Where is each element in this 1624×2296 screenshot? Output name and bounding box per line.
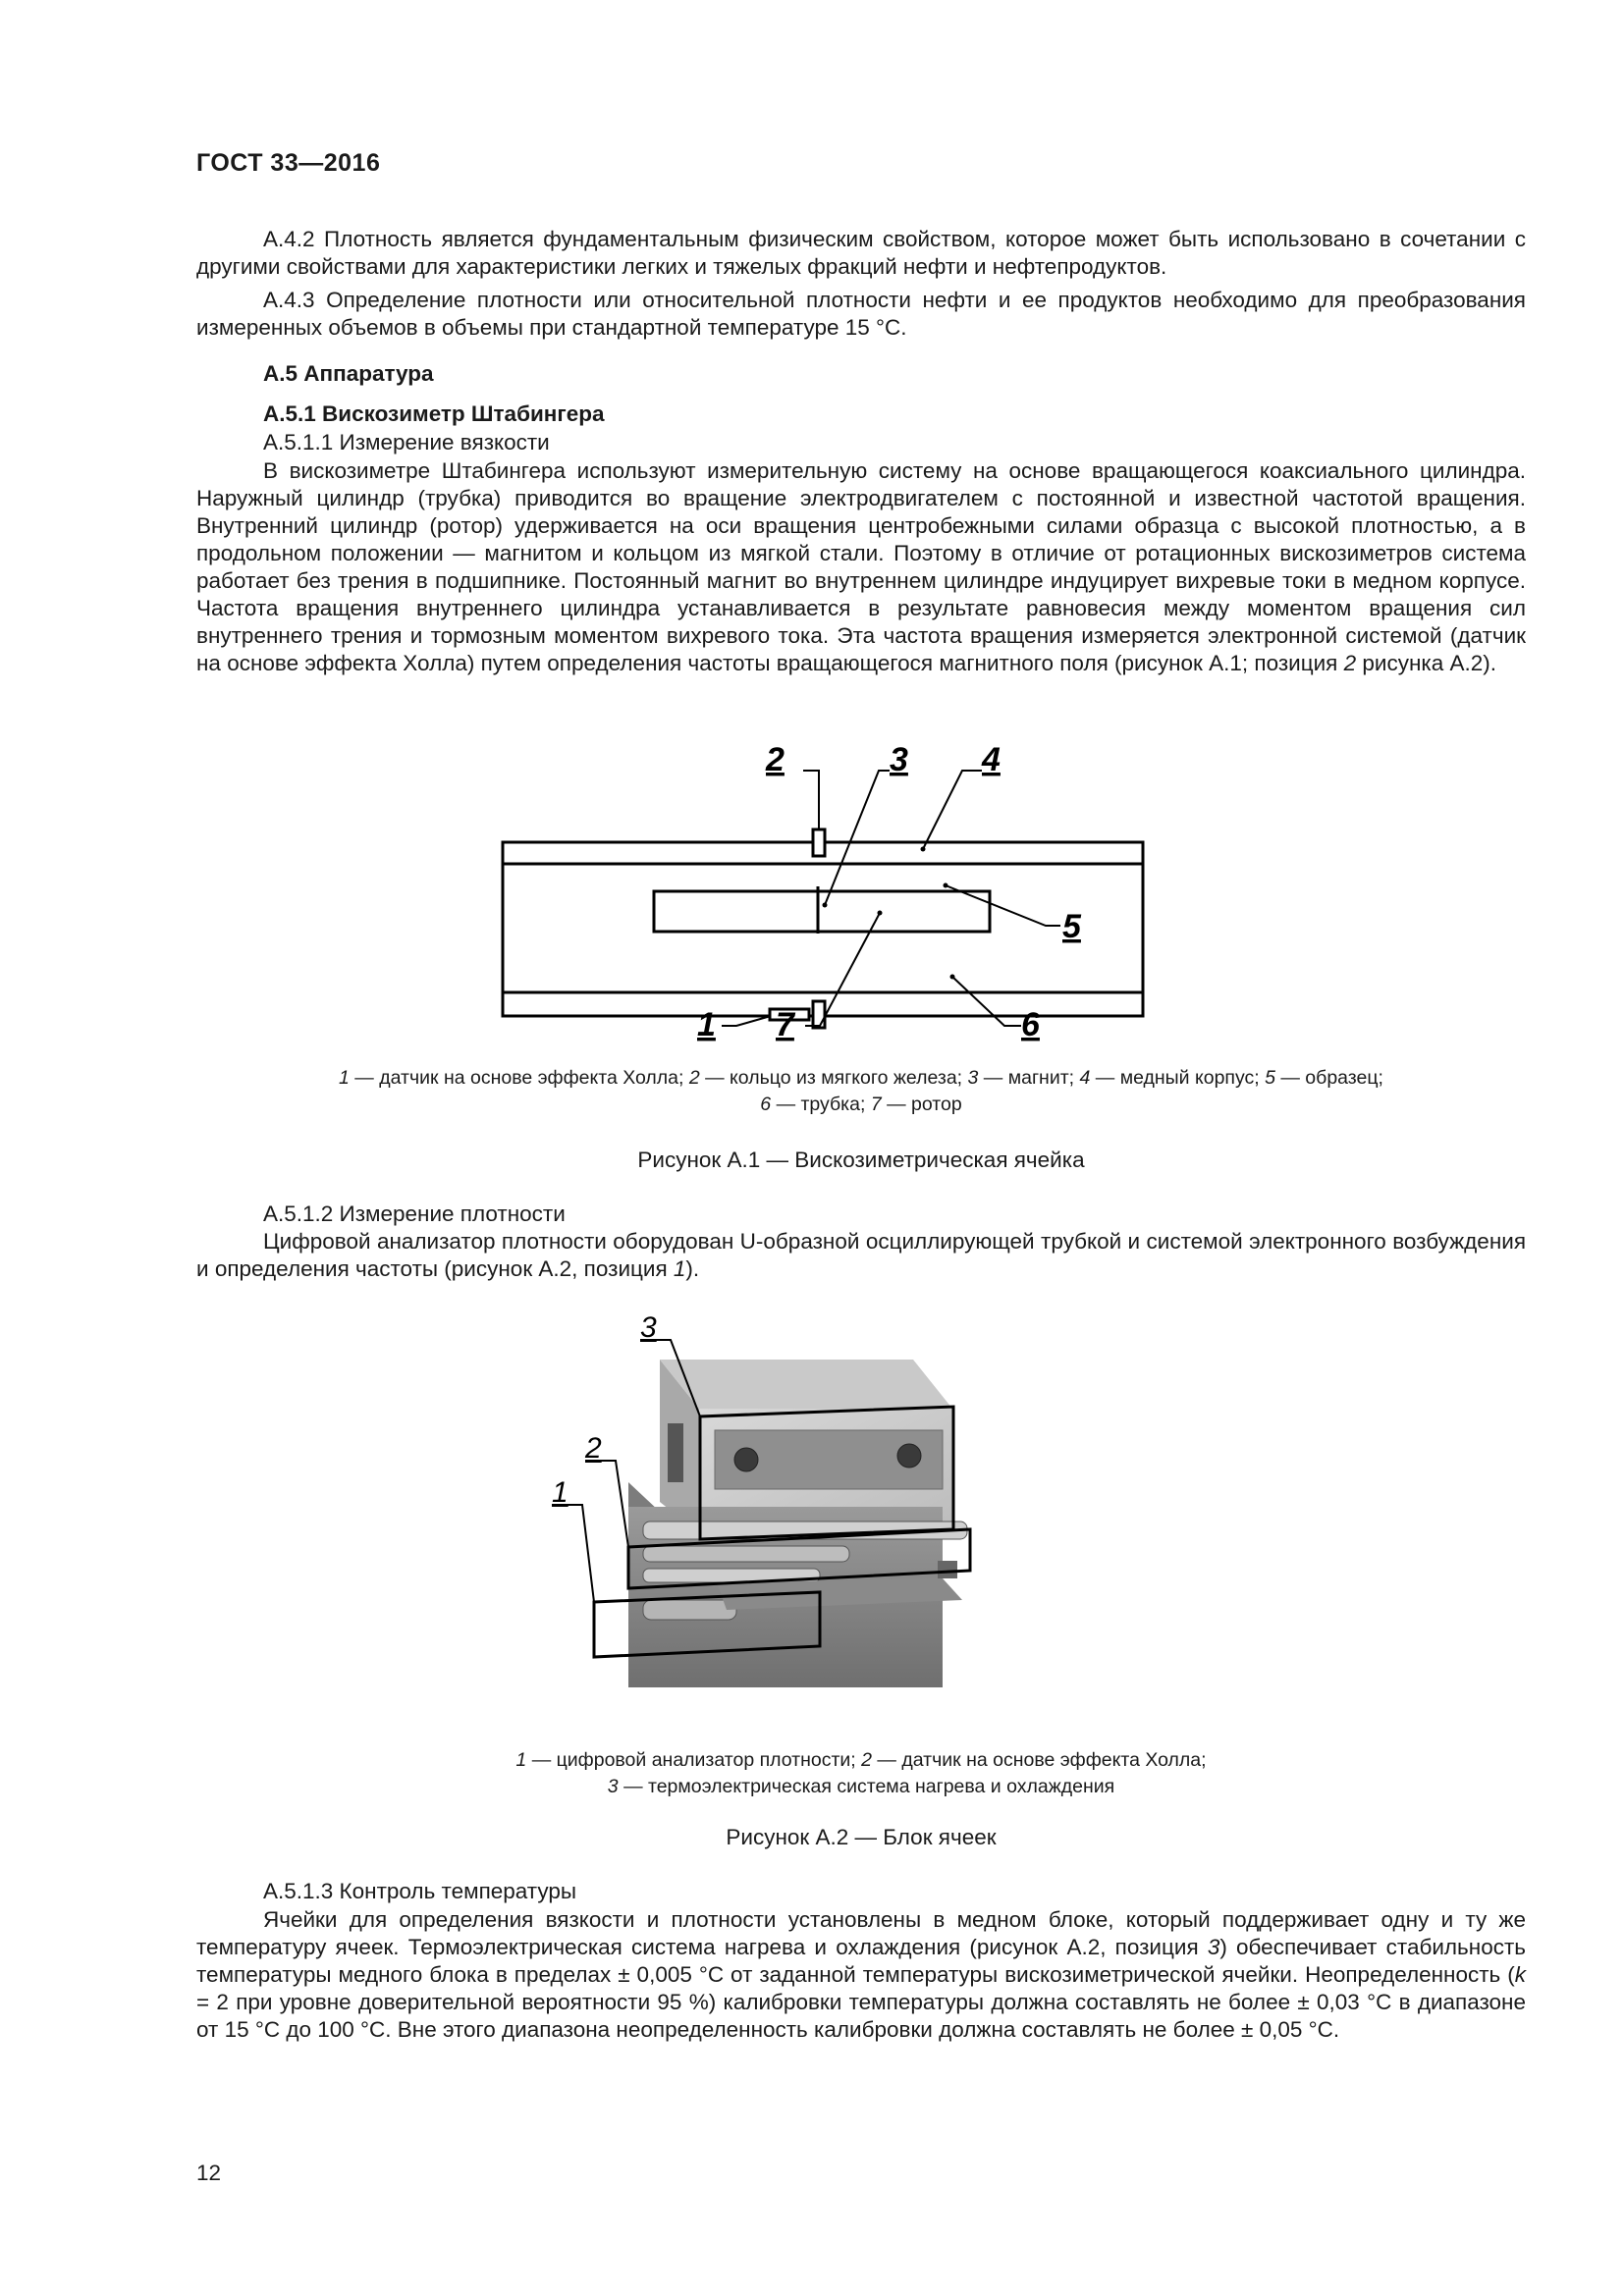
tube-2 [643, 1546, 849, 1562]
standard-header: ГОСТ 33—2016 [196, 149, 381, 177]
legend-line: 3 — термоэлектрическая система нагрева и охлаждения [607, 1776, 1115, 1797]
fig1-label-1: 1 [697, 1006, 716, 1043]
fig1-label-2: 2 [766, 741, 785, 778]
fig2-label-1: 1 [552, 1476, 568, 1509]
copper-housing-shape [503, 842, 1143, 1016]
fig1-label-3: 3 [890, 741, 908, 778]
section-heading-a51: А.5.1 Вискозиметр Штабингера [263, 401, 605, 426]
subsection-a513: А.5.1.3 Контроль температуры [263, 1879, 577, 1903]
document-page [196, 0, 1526, 2296]
paragraph-temperature: Ячейки для определения вязкости и плотности установлены в медном блоке, который поддерживает одну и ту же температуру ячеек. Термоэлектрическая система нагрева и охлаждения (рисунок А.2, позиция 3) обеспечивает стабильность температуры медного блока в пределах ± 0,005 °С от заданной температуры вискозиметрической ячейки. Неопределенность (k = 2 при уровне доверительной вероятности 95 %) калибровки температуры должна составлять не более ± 0,03 °С в диапазоне от 15 °С до 100 °С. Вне этого диапазона неопределенность калибровки должна составлять не более ± 0,05 °С. [196, 1907, 1526, 2042]
density-position-number: 1 [673, 1256, 686, 1281]
viscosity-position-number: 2 [1343, 651, 1357, 675]
soft-iron-ring-bottom [813, 1001, 825, 1028]
leader-6 [952, 977, 1021, 1026]
legend-line: 1 — датчик на основе эффекта Холла; 2 — кольцо из мягкого железа; 3 — магнит; 4 — медный корпус; 5 — образец; [339, 1067, 1383, 1089]
viscosity-text: В вискозиметре Штабингера используют измерительную систему на основе вращающегося коаксиального цилиндра. Наружный цилиндр (трубка) приводится во вращение электродвигателем с постоянной и известной частотой вращения. Внутренний цилиндр (ротор) удерживается на оси вращения центробежными силами образца с высокой плотностью, а в продольном положении — магнитом и кольцом из мягкой стали. Поэтому в отличие от ротационных вискозиметров система работает без трения в подшипнике. Постоянный магнит во внутреннем цилиндре индуцирует вихревые токи в медном корпусе. Частота вращения внутреннего цилиндра устанавливается в результате равновесия между моментом вращения сил внутреннего трения и тормозным моментом вихревого тока. Эта частота вращения измеряется электронной системой (датчик на основе эффекта Холла) путем определения частоты вращающегося магнитного поля (рисунок А.1; позиция [196, 458, 1526, 675]
temp-position-number: 3 [1207, 1935, 1220, 1959]
fig1-label-7: 7 [776, 1006, 794, 1043]
paragraph-a42: А.4.2 Плотность является фундаментальным физическим свойством, которое может быть использовано в сочетании с другими свойствами для характеристики легких и тяжелых фракций нефти и нефтепродуктов. [196, 227, 1526, 279]
plate-screw-right [897, 1444, 921, 1468]
rotor-shape [654, 891, 990, 932]
section-heading-a5: А.5 Аппаратура [263, 361, 434, 386]
figure-a1-caption: Рисунок А.1 — Вискозиметрическая ячейка [637, 1148, 1085, 1172]
figure-a1-legend [196, 1065, 1526, 1118]
figure-a2-diagram [550, 1306, 1178, 1718]
subsection-a511: А.5.1.1 Измерение вязкости [263, 430, 550, 454]
fig2-leader-1 [568, 1505, 594, 1602]
leader-3 [825, 771, 890, 905]
fig2-label-2: 2 [585, 1432, 602, 1465]
fig2-leader-2 [601, 1461, 628, 1547]
tube-4 [643, 1600, 736, 1620]
paragraph-a43: А.4.3 Определение плотности или относительной плотности нефти и ее продуктов необходимо для преобразования измеренных объемов в объемы при стандартной температуре 15 °С. [196, 288, 1526, 340]
legend-line: 6 — трубка; 7 — ротор [760, 1094, 962, 1115]
viscosity-text-tail: рисунка А.2). [1356, 651, 1497, 675]
legend-line: 1 — цифровой анализатор плотности; 2 — датчик на основе эффекта Холла; [515, 1749, 1207, 1771]
figure-a2-legend [196, 1747, 1526, 1800]
fig1-label-6: 6 [1021, 1006, 1040, 1043]
leader-5 [946, 885, 1060, 926]
fig1-label-5: 5 [1062, 908, 1081, 945]
block-top-face [660, 1360, 952, 1409]
page-number: 12 [196, 2161, 222, 2185]
figure-a2-caption: Рисунок А.2 — Блок ячеек [726, 1825, 997, 1849]
coverage-factor-k: k [1514, 1962, 1526, 1987]
fig2-label-3: 3 [640, 1311, 657, 1344]
leader-4 [923, 771, 982, 849]
paragraph-density: Цифровой анализатор плотности оборудован U-образной осциллирующей трубкой и системой электронного возбуждения и определения частоты (рисунок А.2, позиция 1). [196, 1229, 1526, 1281]
paragraph-viscosity [196, 457, 1526, 677]
soft-iron-ring-top [813, 829, 825, 856]
fig1-label-4: 4 [982, 741, 1001, 778]
leader-2 [803, 771, 819, 829]
figure-a1-diagram [491, 731, 1159, 1055]
plate-screw-left [734, 1448, 758, 1471]
subsection-a512: А.5.1.2 Измерение плотности [263, 1201, 566, 1226]
